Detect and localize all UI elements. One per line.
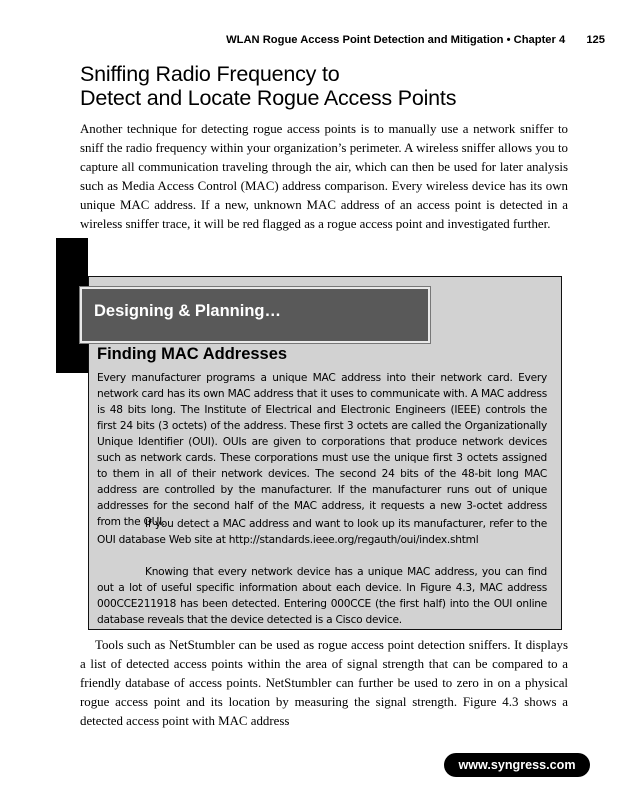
section-title-line1: Sniffing Radio Frequency to [80, 62, 340, 86]
sidebar-paragraph-3: Knowing that every network device has a unique MAC address, you can find out a lot of useful specific information about each device. In Figure 4.3, MAC address 000CCE211918 has been detected. Entering 000CCE (the first half) into the OUI online database reveals that the device detected is a Cisco device. [97, 566, 547, 626]
body-paragraph-1: Another technique for detecting rogue access points is to manually use a network sniffer to sniff the radio frequency within your organization’s perimeter. A wireless sniffer allows you to capture all communication traveling through the air, which can then be used for later analysis such as Media Access Control (MAC) address comparison. Every wireless device has its own unique MAC address. If a new, unknown MAC address of an access point is detected in a wireless sniffer trace, it will be red flagged as a rogue access point and investigated further. [80, 122, 568, 231]
sidebar-paragraph-2: If you detect a MAC address and want to look up its manufacturer, refer to the OUI database Web site at http://standards.ieee.org/regauth/oui/index.shtml [97, 518, 547, 546]
sidebar-banner [80, 287, 430, 343]
section-title-line2: Detect and Locate Rogue Access Points [80, 86, 457, 110]
sidebar-paragraph-1: Every manufacturer programs a unique MAC address into their network card. Every network card has its own MAC address that it uses to communicate with. A MAC address is 48 bits long. The Institute of Electrical and Electronic Engineers (IEEE) controls the first 24 bits (3 octets) of the address. These first 3 octets are called the Organizationally Unique Identifier (OUI). OUIs are given to corporations that produce network devices such as network cards. These corporations must use the unique first 3 octets assigned to them in all of their network devices. The second 24 bits of the 48-bit long MAC address are controlled by the manufacturer. If the manufacturer runs out of unique addresses for the second half of the MAC address, it requests a new 3-octet address from the OUI. [97, 372, 547, 528]
section-title [80, 62, 580, 110]
body-paragraph-2: Tools such as NetStumbler can be used as rogue access point detection sniffers. It displays a list of detected access points within the area of signal strength that can be compared to a friendly database of access points. NetStumbler can further be used to zero in on a physical rogue access point and its location by measuring the signal strength. Figure 4.3 shows a detected access point with MAC address [80, 638, 568, 728]
page-number: 125 [586, 34, 605, 46]
sidebar-heading: Finding MAC Addresses [97, 345, 288, 363]
footer-url-badge: www.syngress.com [444, 753, 590, 777]
running-head-title: WLAN Rogue Access Point Detection and Mitigation • Chapter 4 [226, 34, 566, 46]
sidebar-banner-label: Designing & Planning… [94, 302, 282, 320]
running-head [80, 34, 605, 46]
